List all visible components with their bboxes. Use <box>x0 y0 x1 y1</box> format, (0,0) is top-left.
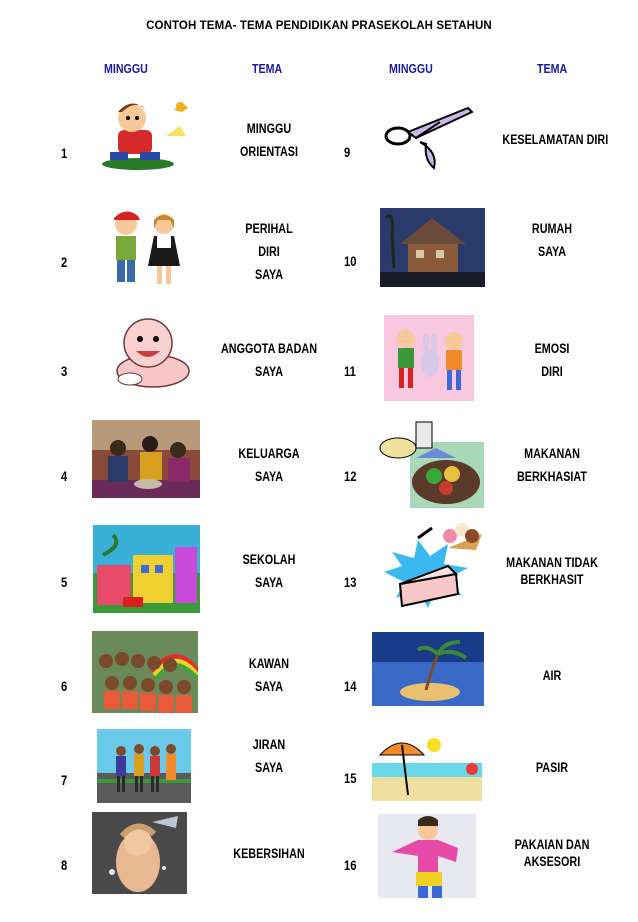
week-number-3: 3 <box>61 363 68 379</box>
theme-8: KEBERSIHAN <box>233 846 305 861</box>
week-number-4: 4 <box>61 468 68 484</box>
baby-icon <box>108 313 198 389</box>
week-number-6: 6 <box>61 678 68 694</box>
week-number-8: 8 <box>61 857 68 873</box>
island-palm-tree-icon <box>372 632 484 706</box>
theme-13: MAKANAN TIDAK BERKHASIT <box>506 555 598 587</box>
theme-15: PASIR <box>535 760 569 775</box>
children-with-bunny-icon <box>384 315 474 401</box>
theme-3: ANGGOTA BADAN SAYA <box>221 341 317 379</box>
week-number-16: 16 <box>344 857 357 873</box>
scissors-icon <box>380 102 476 170</box>
theme-11: EMOSI DIRI <box>534 341 570 379</box>
boy-in-clothes-icon <box>378 814 476 898</box>
week-number-9: 9 <box>344 144 351 160</box>
wooden-house-icon <box>380 208 485 287</box>
boy-playing-with-bird-icon <box>88 96 200 172</box>
boy-and-girl-icon <box>104 206 188 290</box>
week-number-2: 2 <box>61 254 68 270</box>
theme-1: MINGGU ORIENTASI <box>239 121 298 159</box>
week-number-15: 15 <box>344 770 357 786</box>
group-of-children-icon <box>92 631 198 713</box>
theme-12: MAKANAN BERKHASIAT <box>517 446 587 484</box>
week-number-11: 11 <box>344 363 356 379</box>
header-tema-left: TEMA <box>252 61 283 76</box>
page-title: CONTOH TEMA- TEMA PENDIDIKAN PRASEKOLAH SETAHUN <box>146 20 492 32</box>
week-number-5: 5 <box>61 574 68 590</box>
child-bathing-icon <box>92 812 187 894</box>
week-number-7: 7 <box>61 772 68 788</box>
healthy-food-icon <box>376 418 484 508</box>
week-number-13: 13 <box>344 574 357 590</box>
theme-6: KAWAN SAYA <box>248 656 290 694</box>
theme-10: RUMAH SAYA <box>531 221 573 259</box>
theme-9: KESELAMATAN DIRI <box>502 132 609 147</box>
header-tema-right: TEMA <box>537 61 568 76</box>
header-minggu-left: MINGGU <box>104 61 148 76</box>
cake-and-ice-cream-icon <box>378 522 490 618</box>
theme-14: AIR <box>542 668 562 683</box>
neighbours-walking-icon <box>97 729 191 803</box>
theme-16: PAKAIAN DAN AKSESORI <box>514 837 590 869</box>
beach-umbrella-icon <box>372 735 482 801</box>
theme-4: KELUARGA SAYA <box>238 446 300 484</box>
week-number-1: 1 <box>61 145 68 161</box>
header-minggu-right: MINGGU <box>389 61 433 76</box>
theme-7: JIRAN SAYA <box>252 737 286 775</box>
family-photo-icon <box>92 420 200 498</box>
theme-2: PERIHAL DIRI SAYA <box>245 221 293 282</box>
week-number-12: 12 <box>344 468 357 484</box>
week-number-10: 10 <box>344 253 357 269</box>
school-building-icon <box>93 525 200 613</box>
theme-5: SEKOLAH SAYA <box>242 552 296 590</box>
week-number-14: 14 <box>344 678 357 694</box>
